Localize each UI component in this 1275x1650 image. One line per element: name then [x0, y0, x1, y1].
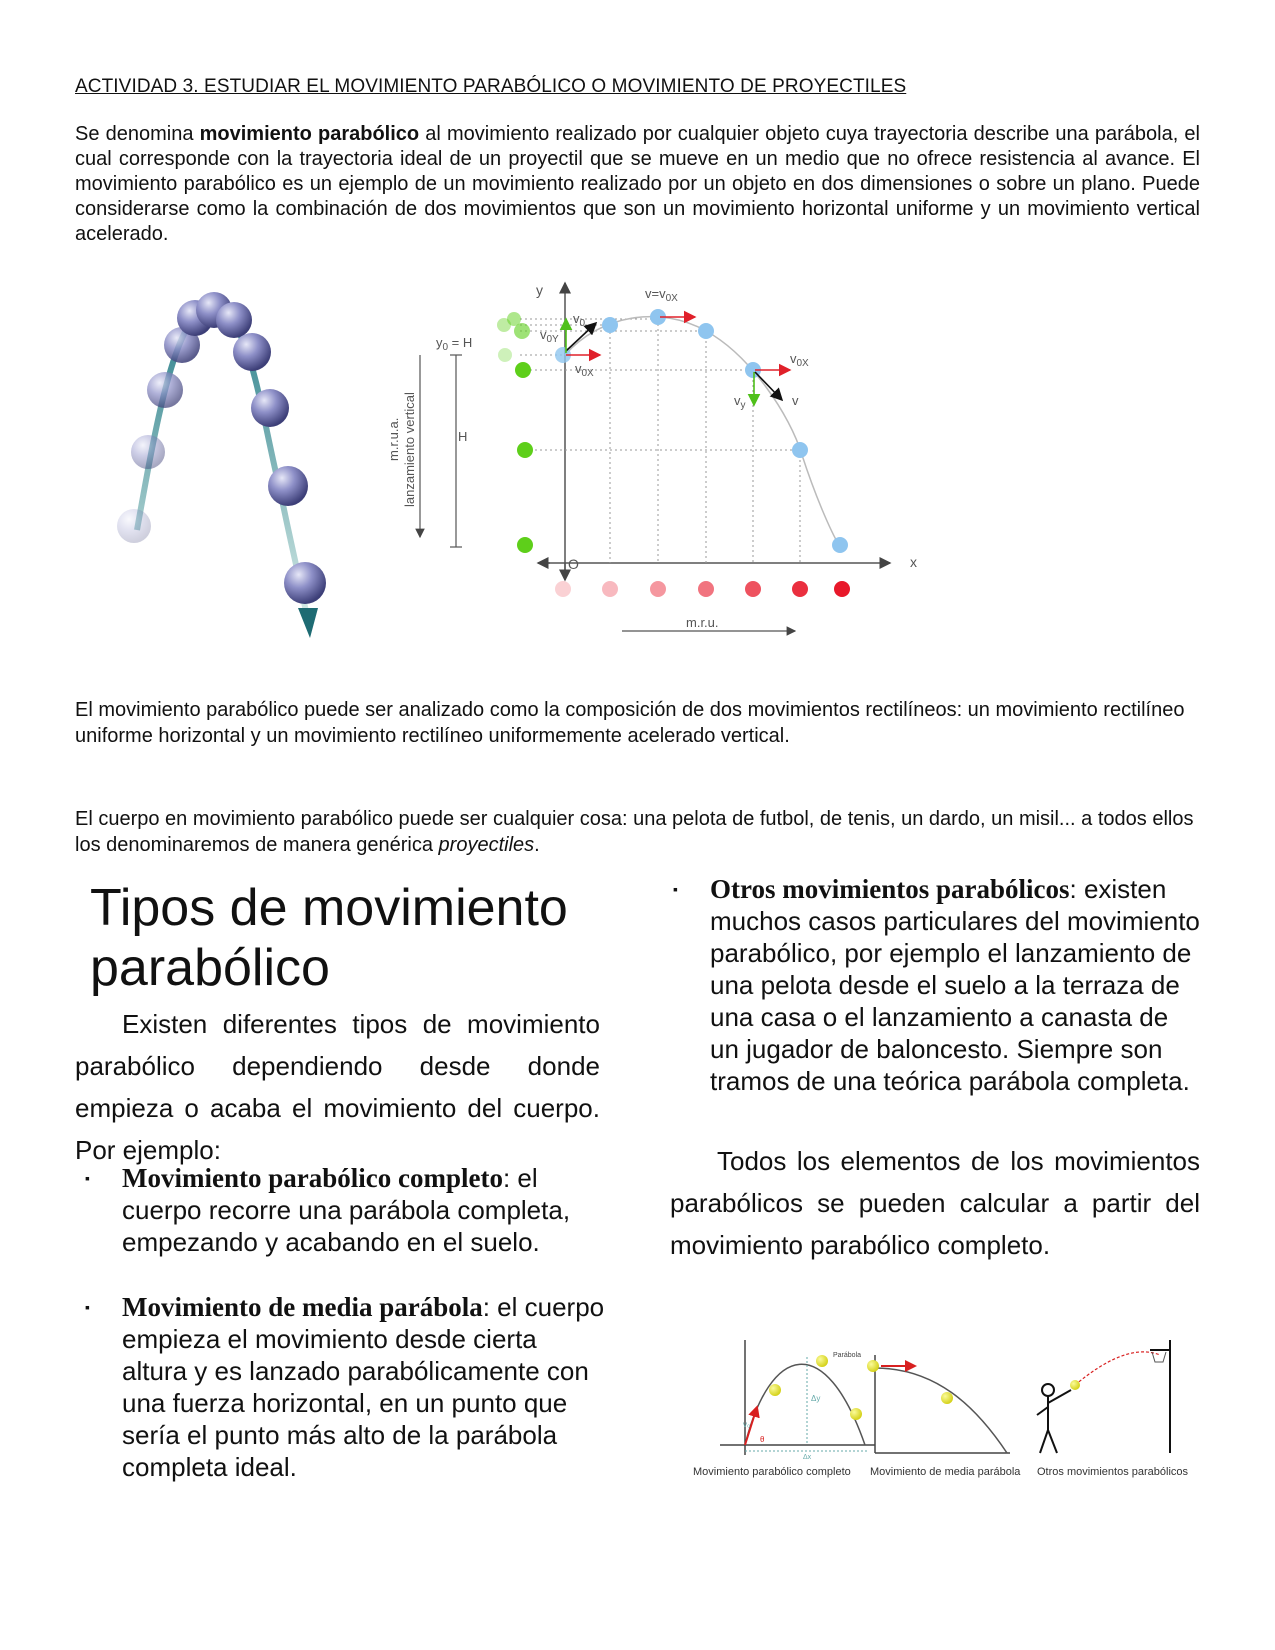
parabolic-motion-diagram [386, 275, 950, 660]
projectiles-term: proyectiles [438, 834, 535, 856]
activity-heading: ACTIVIDAD 3. ESTUDIAR EL MOVIMIENTO PARABÓLICO O MOVIMIENTO DE PROYECTILES [75, 76, 907, 97]
bullet-complete-parabola: ▪ Movimiento parabólico completo: el cuerpo recorre una parábola completa, empezando y acabando en el suelo. [85, 1163, 571, 1257]
horizontal-projection-points [555, 581, 850, 597]
parabola-tag: Parábola [833, 1352, 862, 1359]
vy-label: $v_y$ [734, 393, 746, 411]
v-label: v [792, 393, 799, 408]
v0y-label: $v_{0Y}$ [540, 327, 559, 345]
composition-paragraph: El movimiento parabólico puede ser analizado como la composición de dos movimientos rectilíneos: un movimiento rectilíneo uniforme horizontal y un movimiento rectilíneo uniformemente acelerado vertical. [75, 699, 1185, 747]
v0-label: $v_0$ [573, 311, 586, 329]
parabola-curve [565, 317, 840, 547]
intro-paragraph [75, 122, 1200, 247]
h-label: H [458, 429, 468, 444]
vtop-label: $v=v_{0X}$ [645, 286, 678, 304]
mrua-label: m.r.u.a. [386, 417, 401, 461]
intro-text-pre: Se denomina [75, 123, 200, 145]
bullet-marker: ▪ [673, 881, 678, 897]
trajectory-trail [137, 308, 308, 622]
theta-tag: θ [760, 1435, 765, 1444]
intro-text-post: al movimiento realizado por cualquier objeto cuya trayectoria describe una parábola, el cual corresponde con la trayectoria ideal de un proyectil que se mueve en un medio que no ofrece resistencia al avance. El movimiento parabólico es un ejemplo de un movimiento realizado por un objeto en dos dimensiones o sobre un plano. Puede considerarse como la combinación de dos movimientos que son un movimiento horizontal uniforme y un movimiento vertical acelerado. [75, 123, 1200, 245]
y0-label: $y_0 = H$ [436, 335, 473, 353]
intro-bold-term: movimiento parabólico [199, 123, 420, 145]
bullet-half-parabola: ▪ Movimiento de media parábola: el cuerpo empieza el movimiento desde cierta altura y es lanzado parabólicamente con una fuerza horizontal, en un punto que sería el punto más alto de la parábola completa ideal. [85, 1292, 605, 1482]
mru-label: m.r.u. [686, 615, 719, 630]
v0x-right-label: $v_{0X}$ [790, 351, 809, 369]
bullet-other-parabolas: ▪ Otros movimientos parabólicos: existen muchos casos particulares del movimiento parabólico, por ejemplo el lanzamiento de una pelota desde el suelo a la terraza de una casa o el lanzamiento a canasta de un jugador de baloncesto. Siempre son tramos de una teórica parábola completa. [673, 874, 1200, 1096]
caption-other: Otros movimientos parabólicos [1037, 1466, 1189, 1478]
projectiles-paragraph: El cuerpo en movimiento parabólico puede ser cualquier cosa: una pelota de futbol, de tenis, un dardo, un misil... a todos ellos los denominaremos de manera genérica proyectiles. [75, 808, 1194, 856]
projectile-trajectory-illustration [110, 290, 360, 650]
caption-half: Movimiento de media parábola [870, 1466, 1021, 1478]
caption-complete: Movimiento parabólico completo [693, 1466, 851, 1478]
types-intro-paragraph: Existen diferentes tipos de movimiento parabólico dependiendo desde donde empieza o acaba el movimiento del cuerpo. Por ejemplo: [75, 1009, 600, 1165]
bullet-marker: ▪ [85, 1299, 90, 1315]
vertical-launch-label: lanzamiento vertical [402, 392, 417, 507]
origin-label: O [568, 556, 579, 572]
v0-tag: v₀ [743, 1420, 751, 1429]
bullet-marker: ▪ [85, 1170, 90, 1186]
dx-tag: Δx [803, 1454, 812, 1461]
vertical-projection-points [497, 312, 533, 553]
trajectory-arrowhead [298, 608, 318, 638]
parabola-types-illustrations [693, 1335, 1235, 1485]
v-vector [755, 372, 782, 400]
other-parabolas-panel [1037, 1340, 1189, 1478]
conclusion-paragraph: Todos los elementos de los movimientos parabólicos se pueden calcular a partir del movimiento parabólico completo. [670, 1146, 1200, 1260]
x-axis-label: x [910, 554, 917, 570]
v0x-left-label: $v_{0X}$ [575, 361, 594, 379]
dy-tag: Δy [811, 1394, 821, 1403]
trajectory-points [555, 309, 848, 553]
types-title: Tipos de movimiento parabólico [90, 879, 568, 997]
half-parabola-panel [867, 1355, 1021, 1478]
y-axis-label: y [536, 282, 543, 298]
complete-parabola-panel [693, 1340, 875, 1478]
